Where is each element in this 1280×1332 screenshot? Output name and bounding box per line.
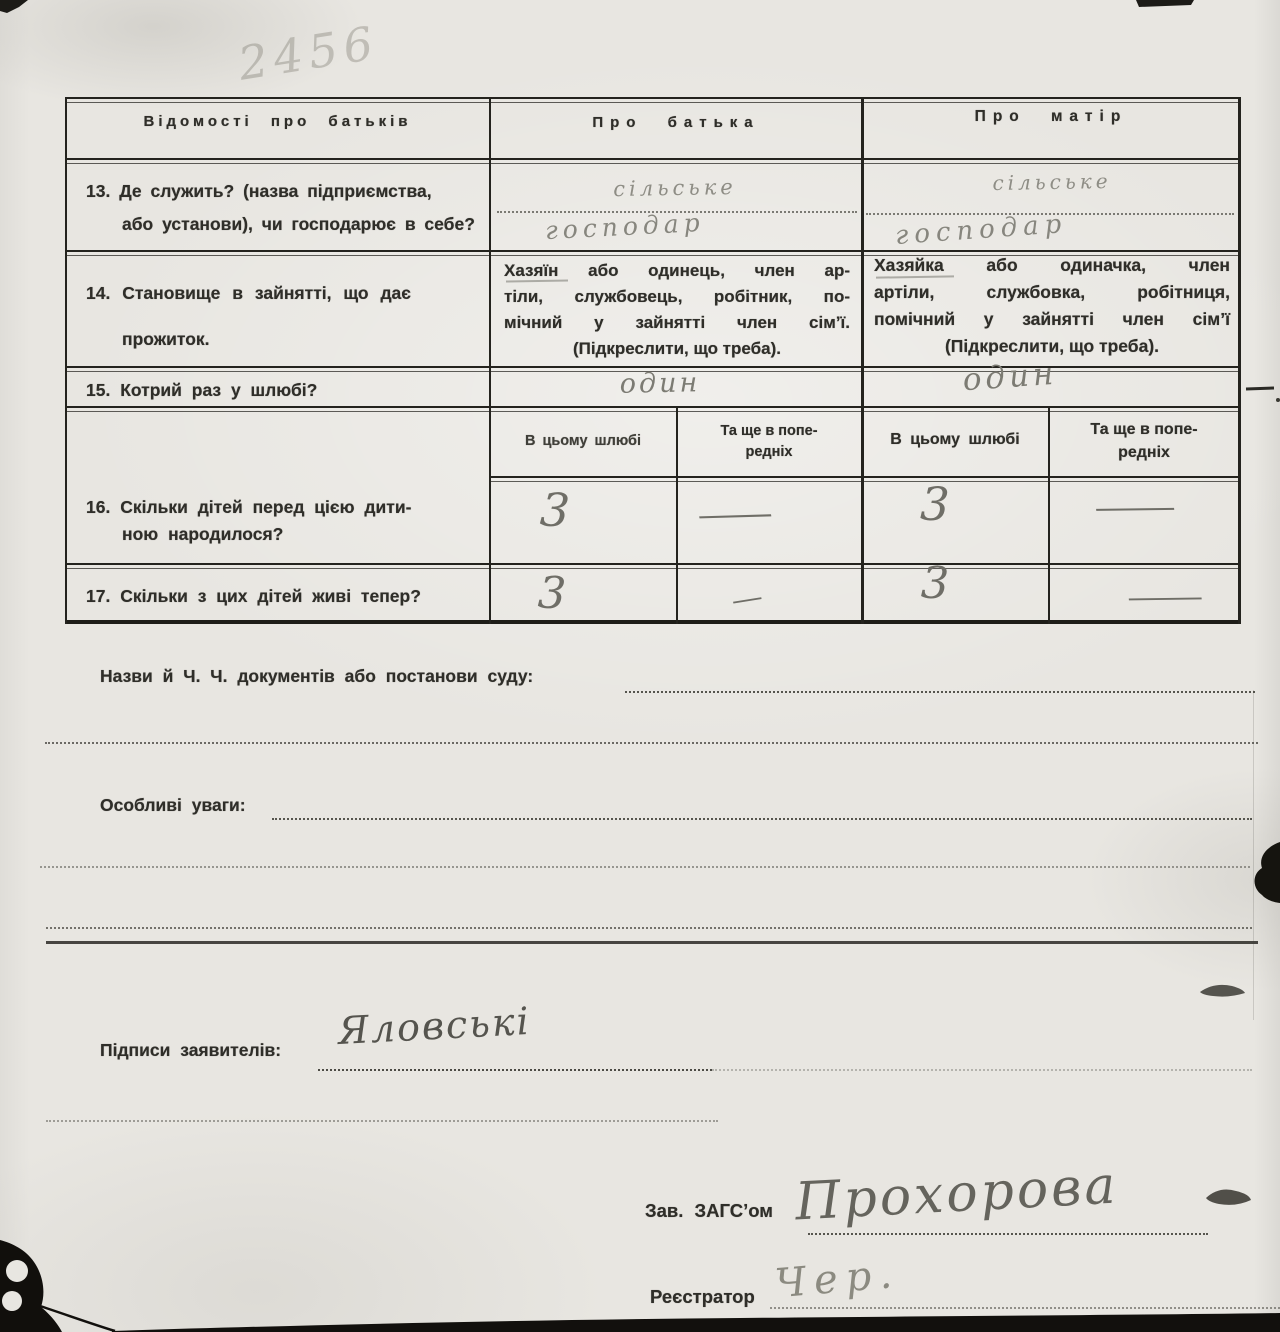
- notes-fill-line: [272, 818, 1252, 820]
- mother-children-alive-value: 3: [920, 557, 950, 610]
- question-14-line2: прожиток.: [122, 329, 210, 349]
- table-line: [65, 97, 1240, 103]
- subheader-line: редніх: [1118, 444, 1170, 461]
- table-line: [65, 406, 1240, 412]
- table-line: [65, 158, 1240, 164]
- rule-line: [46, 927, 1252, 929]
- zags-signature-line: [808, 1233, 1208, 1235]
- rule-line: [45, 742, 1258, 744]
- pencil-dash: —: [1127, 580, 1203, 613]
- father-children-born-previous-dash: [690, 498, 780, 532]
- rule-line: [40, 866, 1250, 868]
- mother-occupation-line: помічний у зайнятті член сім’ї: [874, 309, 1230, 329]
- table-line: [65, 620, 1240, 624]
- pencil-dash: —: [696, 496, 774, 533]
- column-header-father: Про батька: [592, 114, 760, 131]
- question-13-line1: 13. Де служить? (назва підприємства,: [86, 181, 432, 201]
- father-children-born-value: 3: [538, 482, 572, 538]
- table-line: [65, 97, 67, 624]
- father-marriage-number-handwriting: один: [619, 367, 701, 400]
- zags-head-label: Зав. ЗАГС’ом: [645, 1200, 773, 1221]
- table-line: [1238, 97, 1241, 624]
- applicants-signature-line-faint: [712, 1069, 1252, 1071]
- mother-occupation-line: артіли, службовка, робітниця,: [874, 282, 1230, 302]
- father-workplace-handwriting-line1: сільське: [613, 174, 737, 202]
- pencil-dash: —: [729, 580, 764, 616]
- table-line: [861, 97, 864, 624]
- table-line: [490, 476, 1240, 482]
- mother-children-born-value: 3: [919, 476, 951, 532]
- subheader-father-previous: [678, 421, 860, 463]
- documents-label: Назви й Ч. Ч. документів або постанови суду:: [100, 666, 534, 686]
- registrar-signature-line: [770, 1307, 1280, 1309]
- mother-children-alive-previous-dash: [1110, 581, 1220, 613]
- applicant-signature: Яловські: [336, 998, 532, 1054]
- subheader-line: Та ще в попе-: [1090, 421, 1198, 438]
- father-children-alive-previous-dash: [722, 580, 772, 616]
- father-occupation-options: [504, 258, 850, 362]
- subheader-line: редніх: [745, 444, 793, 460]
- subheader-mother-previous: [1050, 418, 1238, 464]
- question-16-line2: ною народилося?: [122, 524, 284, 544]
- question-16-label: [86, 497, 490, 545]
- rule-line-faint: [46, 1120, 718, 1122]
- applicants-signatures-label: Підписи заявителів:: [100, 1040, 282, 1060]
- mother-occupation-line: Хазяйка або одиначка, член: [874, 255, 1230, 275]
- question-13-line2: або установи), чи господарює в себе?: [122, 214, 475, 234]
- zags-head-signature: Прохорова: [793, 1155, 1120, 1233]
- subheader-mother-this-marriage: В цьому шлюбі: [890, 431, 1020, 448]
- registrar-label: Реєстратор: [650, 1286, 755, 1307]
- question-15-label: 15. Котрий раз у шлюбі?: [86, 380, 318, 400]
- father-occupation-line: тіли, службовець, робітник, по-: [504, 287, 850, 306]
- stray-dot-mark: [1276, 398, 1280, 402]
- father-workplace-handwriting-line2: господар: [544, 207, 706, 246]
- question-17-label: 17. Скільки з цих дітей живі тепер?: [86, 586, 421, 606]
- pencil-archive-number: 2456: [234, 15, 383, 91]
- column-header-mother: Про матір: [974, 108, 1128, 125]
- mother-occupation-line: (Підкреслити, що треба).: [944, 336, 1160, 356]
- subheader-line: Та ще в попе-: [720, 423, 818, 439]
- question-14-line1: 14. Становище в зайнятті, що дає: [86, 283, 411, 303]
- mother-marriage-number-handwriting: один: [961, 355, 1059, 399]
- registrar-signature: Чер.: [773, 1250, 902, 1308]
- father-children-alive-value: 3: [536, 567, 568, 620]
- rule-line-heavy: [46, 941, 1258, 944]
- father-occupation-line: (Підкреслити, що треба).: [573, 339, 781, 358]
- subheader-father-this-marriage: В цьому шлюбі: [524, 433, 642, 449]
- table-line: [65, 563, 1240, 569]
- mother-workplace-handwriting-line2: господар: [894, 209, 1069, 251]
- documents-fill-line: [625, 691, 1255, 693]
- mother-children-born-previous-dash: [1085, 491, 1185, 525]
- mother-workplace-handwriting-line1: сільське: [992, 168, 1112, 196]
- question-13-label: [86, 181, 490, 235]
- father-occupation-line: Хазяїн або одинець, член ар-: [504, 261, 850, 280]
- pencil-dash: —: [1094, 490, 1176, 525]
- column-header-parents-info: Відомості про батьків: [143, 113, 412, 130]
- applicants-signature-line: [318, 1069, 712, 1071]
- father-occupation-line: мічний у зайнятті член сім’ї.: [504, 313, 850, 332]
- question-16-line1: 16. Скільки дітей перед цією дити-: [86, 497, 412, 517]
- special-notes-label: Особливі уваги:: [100, 795, 246, 815]
- mother-occupation-options: [874, 252, 1230, 360]
- question-14-label: [86, 283, 490, 350]
- paper-fold-line: [1253, 690, 1254, 1020]
